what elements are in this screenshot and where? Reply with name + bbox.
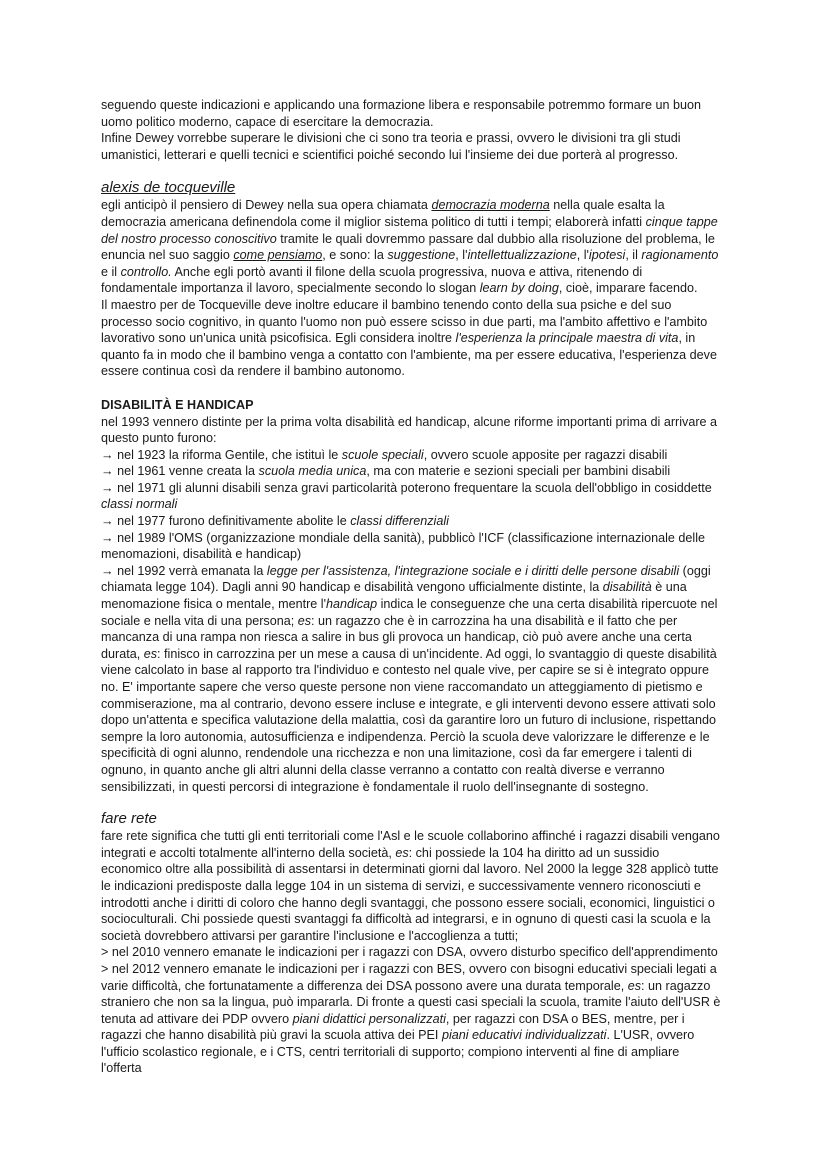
arrow-icon: → bbox=[101, 464, 114, 479]
arrow-icon: → bbox=[101, 480, 114, 495]
bullet-marker-icon: > bbox=[101, 945, 109, 960]
arrow-icon: → bbox=[101, 514, 114, 529]
arrow-icon: → bbox=[101, 447, 114, 462]
intro-paragraph-2: Infine Dewey vorrebbe superare le divisioni che ci sono tra teoria e prassi, ovvero le divisioni tra gli studi umanistici, letterari e quelli tecnici e scientifici poiché secondo lui l'insieme dei due porterà al progresso. bbox=[101, 131, 681, 162]
arrow-icon: → bbox=[101, 563, 114, 578]
reform-item-1992: → nel 1992 verrà emanata la legge per l'assistenza, l'integrazione sociale e i diritti delle persone disabili (oggi chiamata legge 104). Dagli anni 90 handicap e disabilità vengono ufficialmente distinte, la disabilità è una menomazione fisica o mentale, mentre l'handicap indica le conseguenze che una certa disabilità ripercuote nel sociale e nella vita di una persona; es: un ragazzo che è in carrozzina ha una disabilità e il fatto che per mancanza di una rampa non riesca a salire in bus gli provoca un handicap, ciò può avere anche una certa durata, es: finisco in carrozzina per un mese a causa di un'incidente. Ad oggi, lo svantaggio di queste disabilità viene calcolato in base al rapporto tra l'individuo e contesto nel quale vive, per capire se si è integrato oppure no. E' importante sapere che verso queste persone non viene raccomandato un atteggiamento di pietismo e commiserazione, ma al contrario, devono essere incluse e integrate, e gli interventi devono essere attivati solo dopo un'attenta e specifica valutazione della malattia, così da garantire loro un futuro di inclusione, rispettando sempre la loro autonomia, autosufficienza e indipendenza. Perciò la scuola deve valorizzare le differenze e le specificità di ogni alunno, rendendole una ricchezza e non una limitazione, così da far emergere i talenti di ognuno, in quanto anche gli altri alunni della classe verranno a contatto con realtà diverse e verranno sensibilizzati, in questi percorsi di integrazione è fondamentale il ruolo dell'insegnante di sostegno. bbox=[101, 563, 718, 794]
tocqueville-paragraph-1: egli anticipò il pensiero di Dewey nella sua opera chiamata democrazia moderna nella quale esalta la democrazia americana definendola come il miglior sistema politico di tutti i tempi; elaborerà infatti cinque tappe del nostro processo conoscitivo tramite le quali dovremmo passare dal dubbio alla risoluzione del problema, le enuncia nel suo saggio come pensiamo, e sono: la suggestione, l'intellettualizzazione, l'ipotesi, il ragionamento e il controllo. Anche egli portò avanti il filone della scuola progressiva, nuova e attiva, ritenendo di fondamentale importanza il lavoro, specialmente secondo lo slogan learn by doing, cioè, imparare facendo. bbox=[101, 198, 719, 296]
rete-paragraph-1: fare rete significa che tutti gli enti territoriali come l'Asl e le scuole collaborino affinché i ragazzi disabili vengano integrati e accolti totalmente all'interno della società, es: chi possiede la 104 ha diritto ad un sussidio economico oltre alla possibilità di assentarsi in determinati giorni dal lavoro. Nel 2000 la legge 328 applicò tutte le indicazioni predisposte dalla legge 104 in un sistema di servizi, e successivamente vennero riconosciuti e introdotti anche i diritti di coloro che hanno degli svantaggi, che possono essere sociali, economici, linguistici o socioculturali. Chi possiede questi svantaggi fa difficoltà ad integrarsi, e in ognuno di questi casi la scuola e la società dovrebbero attivarsi per garantire l'inclusione e l'accoglienza a tutti; bbox=[101, 829, 720, 943]
tocqueville-heading: alexis de tocqueville bbox=[101, 179, 236, 197]
tocqueville-paragraph-2: Il maestro per de Tocqueville deve inoltre educare il bambino tenendo conto della sua psiche e del suo processo socio cognitivo, in quanto l'uomo non può essere scisso in due parti, ma l'ambito affettivo e l'ambito lavorativo sono un'unica unità psicofisica. Egli considera inoltre l'esperienza la principale maestra di vita, in quanto fa in modo che il bambino venga a contatto con l'ambiente, ma per essere educativa, l'esperienza deve essere continua così da rendere il bambino autonomo. bbox=[101, 297, 717, 379]
rete-heading: fare rete bbox=[101, 810, 157, 828]
rete-item-2012: > nel 2012 vennero emanate le indicazioni per i ragazzi con BES, ovvero con bisogni educativi speciali legati a varie difficoltà, che fortunatamente a differenza dei DSA possono avere una durata temporale, es: un ragazzo straniero che non sa la lingua, può impararla. Di fronte a questi casi speciali la scuola, tramite l'aiuto dell'USR è tenuta ad attivare dei PDP ovvero piani didattici personalizzati, per ragazzi con DSA o BES, mentre, per i ragazzi che hanno disabilità più gravi la scuola attiva dei PEI piani educativi individualizzati. L'USR, ovvero l'ufficio scolastico regionale, e i CTS, centri territoriali di supporto; compiono interventi al fine di ampliare l'offerta bbox=[101, 961, 721, 1076]
disabilita-intro: nel 1993 vennero distinte per la prima volta disabilità ed handicap, alcune riforme importanti prima di arrivare a questo punto furono: bbox=[101, 414, 718, 446]
disabilita-heading: DISABILITÀ E HANDICAP bbox=[101, 397, 254, 412]
arrow-icon: → bbox=[101, 530, 114, 545]
rete-item-2010: > nel 2010 vennero emanate le indicazioni per i ragazzi con DSA, ovvero disturbo specifico dell'apprendimento bbox=[101, 945, 718, 960]
intro-paragraph-1: seguendo queste indicazioni e applicando una formazione libera e responsabile potremmo formare un buon uomo politico moderno, capace di esercitare la democrazia. bbox=[101, 98, 701, 129]
page-content bbox=[101, 97, 721, 1077]
reform-item-1961: → nel 1961 venne creata la scuola media unica, ma con materie e sezioni speciali per bambini disabili bbox=[101, 464, 671, 479]
reform-item-1923: → nel 1923 la riforma Gentile, che istituì le scuole speciali, ovvero scuole apposite per ragazzi disabili bbox=[101, 447, 668, 462]
reform-item-1971: → nel 1971 gli alunni disabili senza gravi particolarità poterono frequentare la scuola dell'obbligo in cosiddette classi normali bbox=[101, 480, 712, 512]
reform-item-1989: → nel 1989 l'OMS (organizzazione mondiale della sanità), pubblicò l'ICF (classificazione internazionale delle menomazioni, disabilità e handicap) bbox=[101, 530, 706, 562]
reform-item-1977: → nel 1977 furono definitivamente abolite le classi differenziali bbox=[101, 514, 449, 529]
bullet-marker-icon: > bbox=[101, 961, 109, 976]
